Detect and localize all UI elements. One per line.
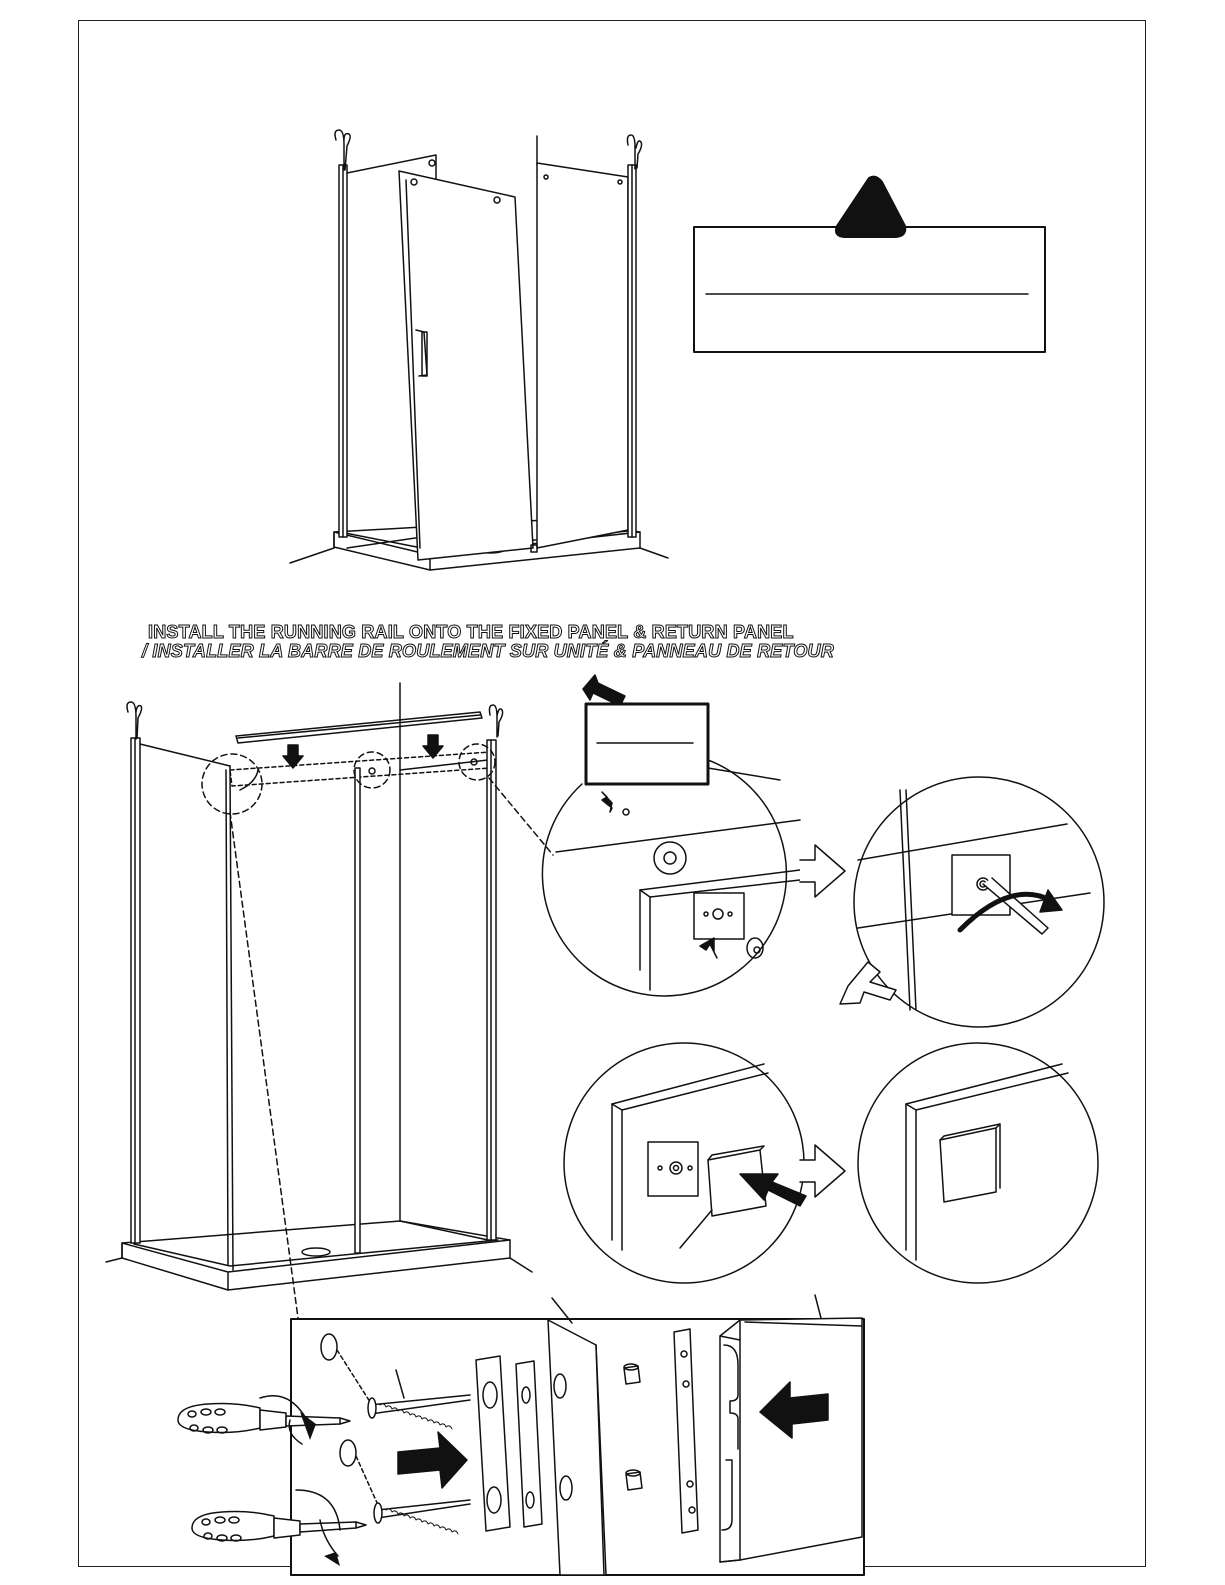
warning-triangle-icon — [836, 177, 905, 237]
instruction-heading-fr: / INSTALLER LA BARRE DE ROULEMENT SUR UNITÉ & PANNEAU DE RETOUR — [142, 641, 834, 661]
detail-circle-4 — [858, 1043, 1098, 1283]
arrow-icon — [583, 675, 625, 706]
detail-circle-1 — [542, 760, 800, 996]
shower-enclosure-rail — [106, 683, 553, 1318]
exploded-view-panel — [291, 1295, 864, 1575]
warning-box — [694, 227, 1045, 352]
label-box — [586, 704, 708, 784]
detail-circle-3 — [564, 1043, 806, 1283]
shower-enclosure-top — [290, 130, 668, 570]
instruction-heading-en: INSTALL THE RUNNING RAIL ONTO THE FIXED PANEL & RETURN PANEL — [148, 622, 794, 642]
